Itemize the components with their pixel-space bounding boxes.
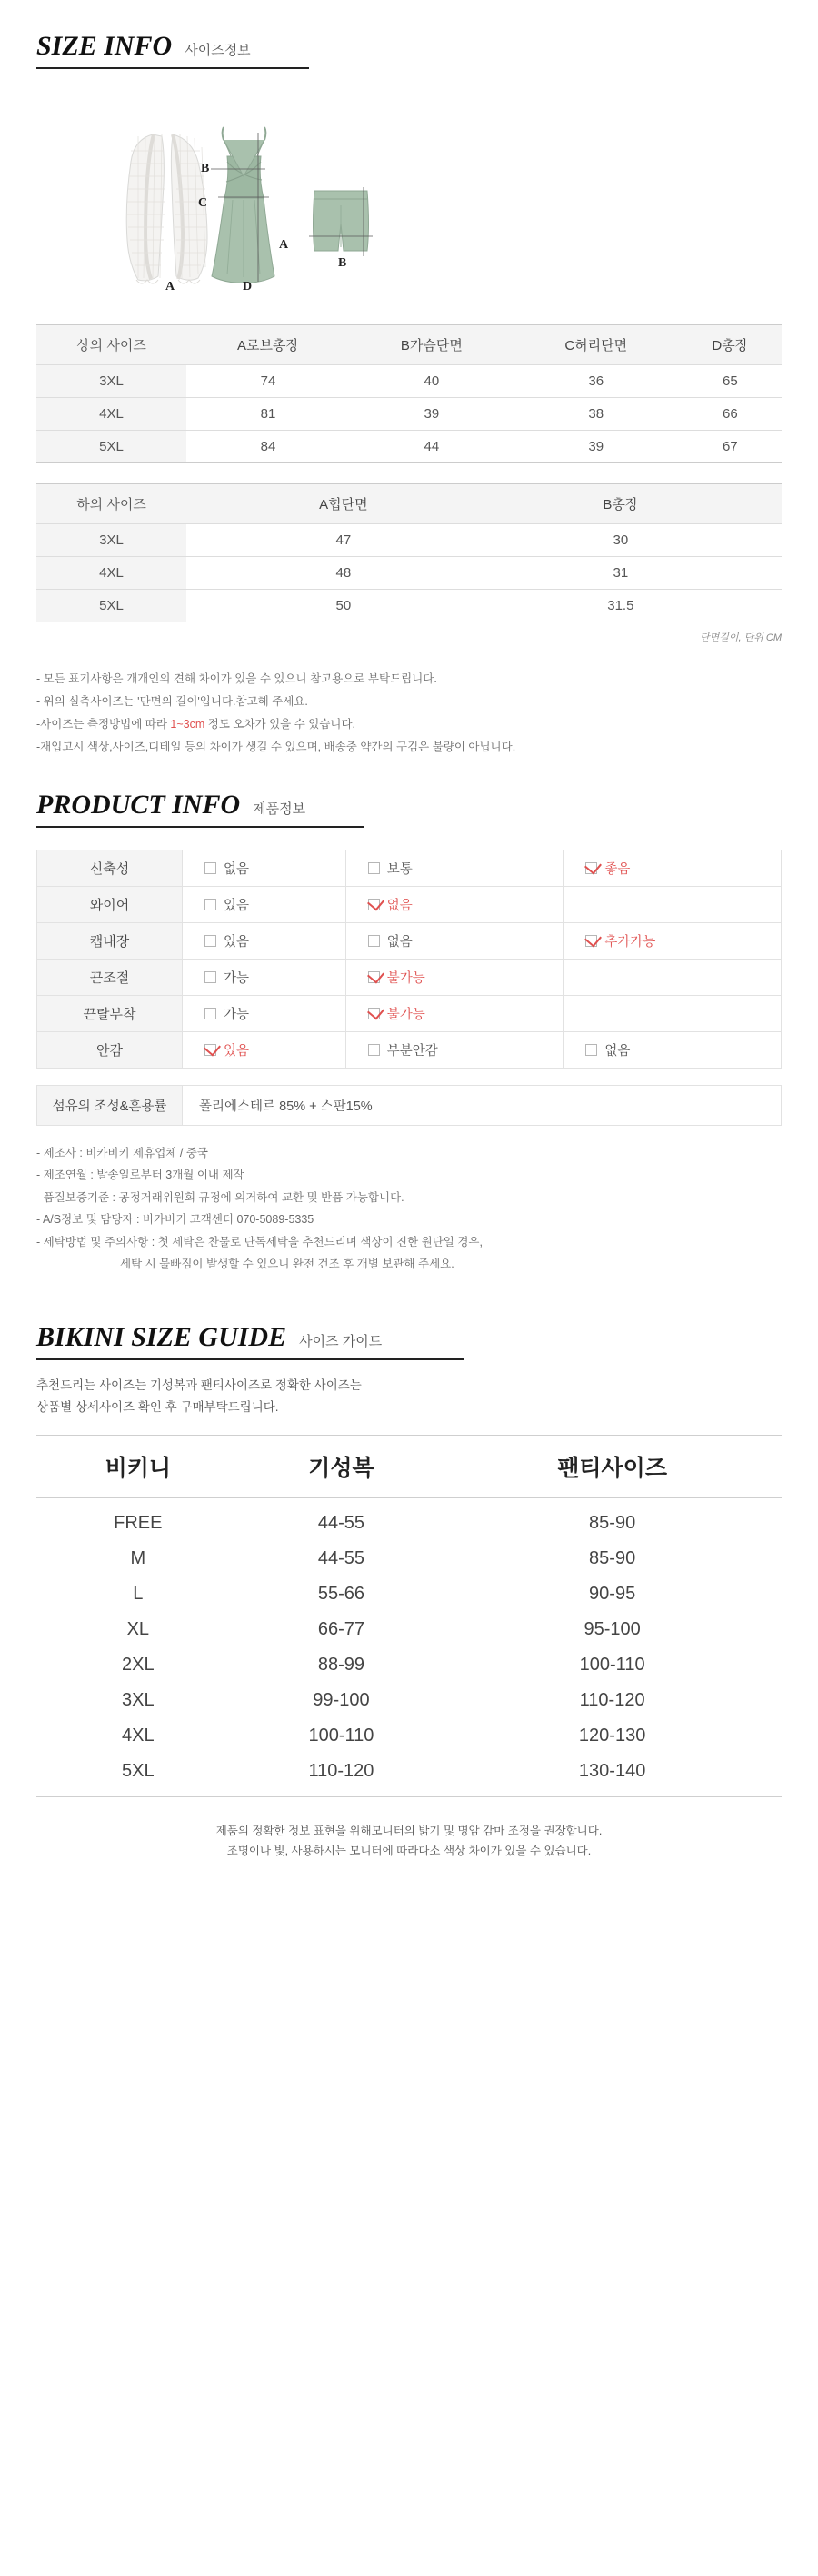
cell-bot-2-1: 50	[186, 590, 501, 622]
cell-guide-5-1: 99-100	[313, 1689, 370, 1710]
th-top-3: C허리단면	[514, 325, 679, 365]
cell-top-1-3: 38	[514, 398, 679, 431]
option-3-0[interactable]	[192, 968, 336, 987]
pinfo-label-2: 캡내장	[37, 923, 183, 960]
checkbox-checked-icon[interactable]	[585, 862, 597, 874]
size-info-title-en: SIZE INFO	[36, 31, 173, 61]
garment-illustration-svg	[0, 78, 818, 301]
table-row	[37, 850, 782, 887]
pinfo-cell-0-0	[183, 850, 346, 887]
option-5-1[interactable]	[355, 1040, 554, 1059]
cell-bot-2-2: 31.5	[501, 590, 741, 622]
table-row	[36, 524, 782, 557]
guide-lead-0: 추천드리는 사이즈는 기성복과 팬티사이즈로 정확한 사이즈는	[36, 1378, 362, 1393]
checkbox-icon[interactable]	[204, 862, 216, 874]
th-guide-1: 기성복	[240, 1435, 444, 1497]
guide-lead-1: 상품별 상세사이즈 확인 후 구매부탁드립니다.	[36, 1399, 279, 1414]
cell-bot-0-0: 3XL	[36, 524, 186, 557]
cell-top-2-0: 5XL	[36, 431, 186, 463]
cell-top-0-0: 3XL	[36, 365, 186, 398]
misc-line-5: 세탁 시 물빠짐이 발생할 수 있으니 완전 건조 후 개별 보관해 주세요.	[120, 1257, 454, 1270]
checkbox-icon[interactable]	[204, 1008, 216, 1019]
bikini-guide-heading	[36, 1275, 818, 1353]
table-row	[37, 923, 782, 960]
table-row	[36, 1541, 782, 1576]
pinfo-cell-2-2	[564, 923, 782, 960]
pinfo-label-1: 와이어	[37, 887, 183, 923]
dress-illustration	[211, 127, 274, 283]
table-row	[36, 1718, 782, 1754]
option-3-1[interactable]	[355, 968, 554, 987]
fabric-label: 섬유의 조성&혼용률	[37, 1086, 183, 1125]
option-label: 불가능	[386, 1008, 425, 1022]
misc-line-1: - 제조연월 : 발송일로부터 3개월 이내 제작	[36, 1169, 244, 1182]
pinfo-label-5: 안감	[37, 1032, 183, 1069]
pinfo-label-3: 끈조절	[37, 960, 183, 996]
cell-bot-0-1: 47	[186, 524, 501, 557]
pinfo-cell-5-0	[183, 1032, 346, 1069]
cell-top-2-2: 44	[350, 431, 514, 463]
option-label: 보통	[386, 862, 413, 877]
bottom-size-table	[36, 483, 782, 622]
label-dress-b: B	[201, 162, 210, 175]
checkbox-icon[interactable]	[204, 899, 216, 910]
table-row	[36, 1576, 782, 1612]
pinfo-label-4: 끈탈부착	[37, 996, 183, 1032]
checkbox-checked-icon[interactable]	[368, 1008, 380, 1019]
checkbox-icon[interactable]	[368, 862, 380, 874]
option-0-2[interactable]	[573, 859, 772, 878]
checkbox-checked-icon[interactable]	[368, 971, 380, 983]
label-dress-d: D	[243, 280, 253, 293]
cell-guide-0-2: 85-90	[589, 1512, 636, 1533]
table-row	[36, 590, 782, 622]
product-info-title-en: PRODUCT INFO	[36, 790, 241, 820]
cell-bot-0-blank	[741, 524, 782, 557]
option-2-1[interactable]	[355, 931, 554, 950]
table-row	[36, 1612, 782, 1647]
size-note-2: -사이즈는 측정방법에 따라 1~3cm 정도 오차가 있을 수 있습니다.	[36, 718, 356, 731]
pinfo-label-0: 신축성	[37, 850, 183, 887]
monitor-color-disclaimer	[36, 1821, 782, 1862]
shorts-illustration	[309, 187, 373, 256]
bikini-guide-table-wrap	[36, 1435, 782, 1797]
option-5-2[interactable]	[573, 1040, 772, 1059]
checkbox-icon[interactable]	[585, 1044, 597, 1056]
table-row	[37, 996, 782, 1032]
option-5-0[interactable]	[192, 1040, 336, 1059]
cell-top-0-4: 65	[679, 365, 782, 398]
pinfo-cell-0-1	[345, 850, 564, 887]
option-label: 추가가능	[604, 935, 656, 950]
unit-note: 단면길이, 단위 CM	[699, 632, 782, 643]
pinfo-cell-5-1	[345, 1032, 564, 1069]
footer-note-1: 조명이나 빛, 사용하시는 모니터에 따라다소 색상 차이가 있을 수 있습니다.	[226, 1845, 592, 1857]
bikini-guide-title-kr: 사이즈 가이드	[299, 1334, 383, 1350]
pinfo-cell-2-0	[183, 923, 346, 960]
pinfo-cell-3-1	[345, 960, 564, 996]
size-note-highlight: 1~3cm	[170, 718, 205, 731]
cell-bot-2-blank	[741, 590, 782, 622]
table-header-row	[36, 325, 782, 365]
table-row	[36, 1647, 782, 1683]
pinfo-cell-1-2	[564, 887, 782, 923]
option-label: 있음	[224, 899, 250, 913]
cell-guide-5-2: 110-120	[579, 1689, 645, 1710]
table-row	[37, 960, 782, 996]
bikini-guide-lead	[36, 1375, 782, 1417]
cell-top-1-2: 39	[350, 398, 514, 431]
checkbox-icon[interactable]	[204, 935, 216, 947]
size-note-1: - 위의 실측사이즈는 '단면의 길이'입니다.참고해 주세요.	[36, 695, 308, 708]
option-label: 불가능	[386, 971, 425, 986]
cell-top-2-3: 39	[514, 431, 679, 463]
th-bot-2: B총장	[501, 484, 741, 524]
option-label: 없음	[604, 1044, 631, 1059]
option-4-0[interactable]	[192, 1004, 336, 1023]
table-row	[36, 365, 782, 398]
size-info-heading	[36, 0, 818, 62]
cell-bot-0-2: 30	[501, 524, 741, 557]
table-header-row	[36, 484, 782, 524]
table-row	[36, 1683, 782, 1718]
pinfo-cell-1-0	[183, 887, 346, 923]
table-row	[36, 431, 782, 463]
top-size-table-wrap	[36, 324, 782, 463]
cell-bot-1-0: 4XL	[36, 557, 186, 590]
th-top-4: D총장	[679, 325, 782, 365]
product-info-heading	[36, 759, 818, 821]
cell-top-2-1: 84	[186, 431, 350, 463]
option-2-2[interactable]	[573, 931, 772, 950]
checkbox-checked-icon[interactable]	[585, 935, 597, 947]
option-label: 없음	[386, 899, 413, 913]
option-label: 가능	[224, 1008, 250, 1022]
th-guide-0: 비키니	[36, 1435, 240, 1497]
th-top-0: 상의 사이즈	[36, 325, 186, 365]
cell-guide-1-1: 44-55	[317, 1547, 365, 1568]
option-label: 있음	[224, 1044, 250, 1059]
robe-illustration	[126, 134, 210, 283]
size-info-title-kr: 사이즈정보	[185, 43, 251, 58]
misc-line-2: - 품질보증기준 : 공정거래위원회 규정에 의거하여 교환 및 반품 가능합니다.	[36, 1190, 404, 1204]
garment-illustration	[0, 78, 818, 301]
th-bot-1: A힙단면	[186, 484, 501, 524]
th-bot-0: 하의 사이즈	[36, 484, 186, 524]
cell-guide-6-0: 4XL	[122, 1725, 155, 1746]
cell-bot-1-2: 31	[501, 557, 741, 590]
label-shorts-a: A	[279, 238, 289, 252]
option-label: 있음	[224, 935, 250, 950]
cell-guide-7-0: 5XL	[36, 1754, 240, 1797]
cell-guide-4-1: 88-99	[317, 1654, 365, 1675]
label-robe-a: A	[165, 280, 175, 293]
cell-guide-6-2: 120-130	[578, 1725, 646, 1746]
product-info-underline	[36, 826, 364, 828]
pinfo-cell-4-0	[183, 996, 346, 1032]
pinfo-cell-3-2	[564, 960, 782, 996]
option-label: 없음	[224, 862, 250, 877]
cell-guide-3-0: XL	[126, 1618, 150, 1639]
cell-guide-0-0: FREE	[114, 1512, 163, 1533]
pinfo-cell-4-2	[564, 996, 782, 1032]
bottom-size-table-wrap	[36, 483, 782, 622]
option-0-0[interactable]	[192, 859, 336, 878]
cell-guide-2-2: 90-95	[589, 1583, 636, 1604]
option-1-0[interactable]	[192, 895, 336, 914]
checkbox-checked-icon[interactable]	[368, 899, 380, 910]
cell-guide-2-1: 55-66	[317, 1583, 365, 1604]
size-notes	[36, 668, 782, 759]
cell-guide-3-2: 95-100	[584, 1618, 641, 1639]
checkbox-checked-icon[interactable]	[204, 1044, 216, 1056]
pinfo-cell-1-1	[345, 887, 564, 923]
pinfo-cell-4-1	[345, 996, 564, 1032]
cell-guide-6-1: 100-110	[308, 1725, 374, 1746]
option-label: 없음	[386, 935, 413, 950]
bikini-guide-table	[36, 1435, 782, 1797]
cell-guide-7-2: 130-140	[443, 1754, 782, 1797]
pinfo-cell-2-1	[345, 923, 564, 960]
checkbox-icon[interactable]	[368, 1044, 380, 1056]
cell-guide-0-1: 44-55	[317, 1512, 365, 1533]
fabric-value: 폴리에스테르 85% + 스판15%	[199, 1099, 373, 1114]
size-note-0: - 모든 표기사항은 개개인의 견해 차이가 있을 수 있으니 참고용으로 부탁드립니다.	[36, 672, 437, 685]
option-2-0[interactable]	[192, 931, 336, 950]
option-label: 좋음	[604, 862, 631, 877]
cell-top-1-0: 4XL	[36, 398, 186, 431]
footer-note-0: 제품의 정확한 정보 표현을 위해모니터의 밝기 및 명암 감마 조정을 권장합니다.	[215, 1824, 603, 1837]
option-label: 부분안감	[386, 1044, 438, 1059]
top-size-table	[36, 324, 782, 463]
bikini-guide-underline	[36, 1358, 464, 1360]
table-row	[37, 1032, 782, 1069]
cell-guide-2-0: L	[133, 1583, 144, 1604]
bikini-guide-title-en: BIKINI SIZE GUIDE	[36, 1322, 287, 1353]
misc-line-0: - 제조사 : 비카비키 제휴업체 / 중국	[36, 1147, 208, 1159]
cell-guide-1-0: M	[130, 1547, 146, 1568]
option-4-1[interactable]	[355, 1004, 554, 1023]
cell-top-1-4: 66	[679, 398, 782, 431]
product-info-table-wrap	[36, 850, 782, 1069]
pinfo-cell-5-2	[564, 1032, 782, 1069]
cell-top-1-1: 81	[186, 398, 350, 431]
pinfo-cell-0-2	[564, 850, 782, 887]
cell-guide-4-2: 100-110	[579, 1654, 645, 1675]
th-guide-2: 팬티사이즈	[443, 1435, 782, 1497]
cell-guide-5-0: 3XL	[122, 1689, 155, 1710]
cell-bot-1-blank	[741, 557, 782, 590]
table-row	[36, 1754, 782, 1797]
cell-guide-1-2: 85-90	[589, 1547, 636, 1568]
th-bot-blank	[741, 484, 782, 524]
cell-guide-4-0: 2XL	[122, 1654, 155, 1675]
manufacturer-info	[36, 1142, 782, 1275]
label-shorts-b: B	[338, 256, 347, 270]
cell-bot-2-0: 5XL	[36, 590, 186, 622]
table-row	[36, 1497, 782, 1541]
cell-guide-7-1: 110-120	[240, 1754, 444, 1797]
checkbox-icon[interactable]	[368, 935, 380, 947]
misc-line-3: - A/S정보 및 담당자 : 비카비키 고객센터 070-5089-5335	[36, 1213, 314, 1227]
cell-top-0-3: 36	[514, 365, 679, 398]
table-row	[37, 887, 782, 923]
cell-top-2-4: 67	[679, 431, 782, 463]
th-top-2: B가슴단면	[350, 325, 514, 365]
cell-guide-3-1: 66-77	[317, 1618, 365, 1639]
option-1-1[interactable]	[355, 895, 554, 914]
cell-top-0-1: 74	[186, 365, 350, 398]
table-header-row	[36, 1435, 782, 1497]
cell-top-0-2: 40	[350, 365, 514, 398]
option-0-1[interactable]	[355, 859, 554, 878]
table-row	[36, 557, 782, 590]
option-label: 가능	[224, 971, 250, 986]
table-row	[36, 398, 782, 431]
th-top-1: A로브총장	[186, 325, 350, 365]
product-info-table	[36, 850, 782, 1069]
checkbox-icon[interactable]	[204, 971, 216, 983]
cell-bot-1-1: 48	[186, 557, 501, 590]
label-dress-c: C	[198, 196, 208, 210]
size-info-underline	[36, 67, 309, 69]
fabric-composition-row	[36, 1085, 782, 1126]
size-note-3: -재입고시 색상,사이즈,디테일 등의 차이가 생길 수 있으며, 배송중 약간의 구김은 불량이 아닙니다.	[36, 741, 516, 753]
product-info-title-kr: 제품정보	[253, 801, 306, 817]
misc-line-4: - 세탁방법 및 주의사항 : 첫 세탁은 찬물로 단독세탁을 추천드리며 색상이 진한 원단일 경우,	[36, 1235, 483, 1248]
pinfo-cell-3-0	[183, 960, 346, 996]
